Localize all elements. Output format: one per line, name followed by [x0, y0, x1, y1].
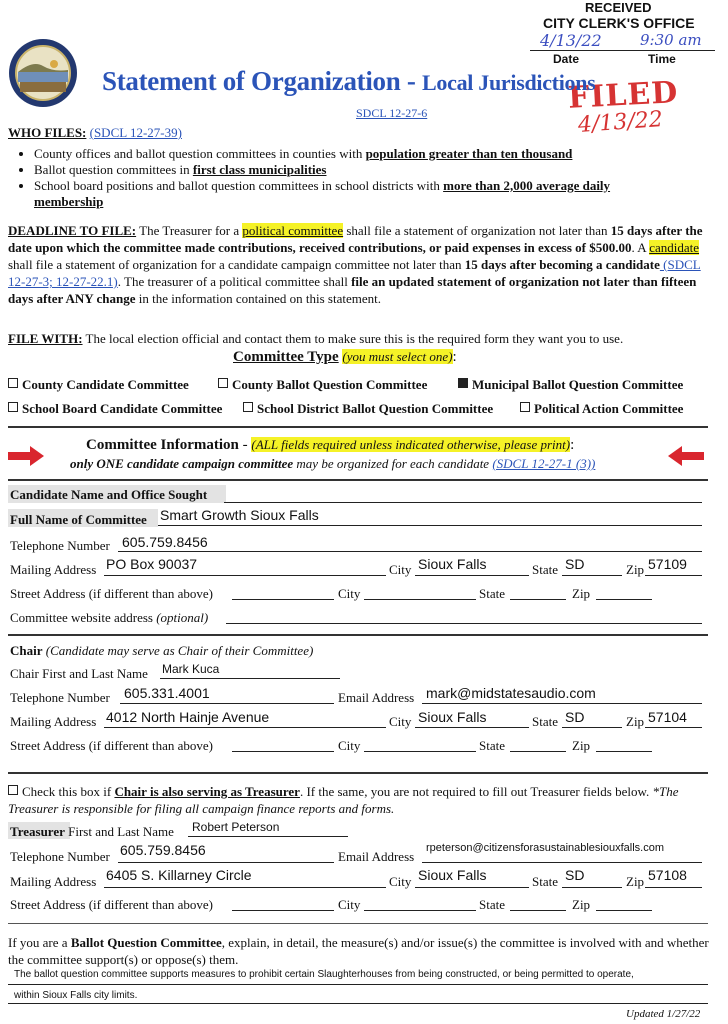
committee-state-label: State	[532, 562, 558, 577]
chair-mail-value[interactable]: 4012 North Hainje Avenue	[106, 709, 270, 725]
option-county-candidate[interactable]: County Candidate Committee	[8, 377, 189, 393]
treasurer-zip-value[interactable]: 57108	[648, 867, 687, 883]
treasurer-email-value[interactable]: rpeterson@citizensforasustainablesiouxfalls.com	[426, 842, 664, 854]
chair-zip-label: Zip	[626, 714, 645, 729]
chair-city-value[interactable]: Sioux Falls	[418, 709, 487, 725]
committee-info-subnote: only ONE candidate campaign committee may be organized for each candidate (SDCL 12-27-1 (3))	[70, 456, 596, 471]
committee-zip-label: Zip	[626, 562, 645, 577]
committee-city-value[interactable]: Sioux Falls	[418, 556, 487, 572]
committee-mail-value[interactable]: PO Box 90037	[106, 556, 198, 572]
treasurer-phone-label: Telephone Number	[10, 849, 110, 864]
committee-name-value[interactable]: Smart Growth Sioux Falls	[160, 507, 319, 523]
ballot-answer-field-2	[8, 1003, 708, 1004]
checkbox[interactable]	[8, 378, 18, 388]
stamp-line	[530, 50, 715, 51]
checkbox[interactable]	[243, 402, 253, 412]
committee-street-zip-label: Zip	[572, 586, 591, 601]
list-item: • School board positions and ballot question committees in school districts with more than 2,000 average daily membership	[34, 178, 654, 210]
treasurer-street-state-field[interactable]	[510, 910, 566, 911]
committee-name-label: Full Name of Committee	[10, 512, 147, 527]
chair-street-label: Street Address (if different than above)	[10, 738, 213, 753]
candidate-name-field[interactable]	[224, 502, 702, 503]
committee-zip-value[interactable]: 57109	[648, 556, 687, 572]
chair-email-label: Email Address	[338, 690, 415, 705]
received-stamp-office: CITY CLERK'S OFFICE	[543, 15, 695, 31]
treasurer-name-label: Treasurer First and Last Name	[10, 824, 174, 839]
chair-street-zip-label: Zip	[572, 738, 591, 753]
committee-state-field	[562, 575, 622, 576]
filed-stamp: FILED	[567, 75, 680, 116]
chair-mail-label: Mailing Address	[10, 714, 97, 729]
ballot-question-prompt: If you are a Ballot Question Committee, explain, in detail, the measure(s) and/or issue(s) the committee is involved with and whether the committee support(s) or oppose(s) them.	[8, 935, 709, 967]
checkbox[interactable]	[218, 378, 228, 388]
treasurer-street-city-field[interactable]	[364, 910, 476, 911]
page-title-main: Statement of Organization -	[102, 66, 423, 96]
treasurer-phone-value[interactable]: 605.759.8456	[120, 842, 206, 858]
chair-street-zip-field[interactable]	[596, 751, 652, 752]
chair-is-treasurer-checkbox[interactable]	[8, 785, 18, 795]
received-stamp-heading: RECEIVED	[585, 0, 652, 15]
committee-street-city-field[interactable]	[364, 599, 476, 600]
committee-type-heading: Committee Type (you must select one):	[233, 349, 457, 365]
option-political-action[interactable]: Political Action Committee	[520, 401, 683, 417]
chair-city-label: City	[389, 714, 412, 729]
who-files-header	[8, 125, 182, 141]
updated-date: Updated 1/27/22	[626, 1008, 701, 1020]
list-item: • Ballot question committees in first class municipalities	[34, 162, 714, 178]
option-school-board-candidate[interactable]: School Board Candidate Committee	[8, 401, 222, 417]
chair-zip-field	[645, 727, 702, 728]
chair-street-field[interactable]	[232, 751, 334, 752]
chair-heading: Chair (Candidate may serve as Chair of their Committee)	[10, 643, 314, 658]
chair-state-field	[562, 727, 622, 728]
stamp-time-label: Time	[648, 52, 676, 66]
who-files-ref[interactable]: (SDCL 12-27-39)	[89, 125, 182, 140]
treasurer-street-zip-field[interactable]	[596, 910, 652, 911]
page-title	[102, 66, 595, 97]
chair-street-city-label: City	[338, 738, 361, 753]
treasurer-state-field	[562, 887, 622, 888]
checkbox[interactable]	[520, 402, 530, 412]
chair-street-city-field[interactable]	[364, 751, 476, 752]
chair-zip-value[interactable]: 57104	[648, 709, 687, 725]
committee-city-label: City	[389, 562, 412, 577]
chair-name-label: Chair First and Last Name	[10, 666, 148, 681]
committee-info-heading: Committee Information - (ALL fields required unless indicated otherwise, please print):	[86, 437, 575, 453]
committee-city-field	[415, 575, 529, 576]
stamp-date-label: Date	[553, 52, 580, 66]
filed-date: 4/13/22	[577, 107, 664, 138]
page-title-small: Local Jurisdictions	[422, 70, 596, 95]
treasurer-state-label: State	[532, 874, 558, 889]
treasurer-name-field	[188, 836, 348, 837]
committee-mail-field	[104, 575, 386, 576]
treasurer-street-city-label: City	[338, 897, 361, 912]
treasurer-street-label: Street Address (if different than above)	[10, 897, 213, 912]
stamp-time-value: 9:30 am	[640, 31, 702, 49]
who-files-list	[12, 146, 714, 210]
treasurer-city-field	[415, 887, 529, 888]
committee-phone-label: Telephone Number	[10, 538, 110, 553]
divider	[8, 426, 708, 428]
ballot-answer-line-2[interactable]: within Sioux Falls city limits.	[14, 990, 138, 1001]
committee-street-state-label: State	[479, 586, 505, 601]
file-with-paragraph: FILE WITH: The local election official and contact them to make sure this is the required form they want you to use.	[8, 331, 624, 346]
treasurer-zip-field	[645, 887, 702, 888]
treasurer-street-zip-label: Zip	[572, 897, 591, 912]
divider	[8, 479, 708, 481]
committee-street-label: Street Address (if different than above)	[10, 586, 213, 601]
treasurer-street-field[interactable]	[232, 910, 334, 911]
chair-state-value[interactable]: SD	[565, 709, 585, 725]
treasurer-city-value[interactable]: Sioux Falls	[418, 867, 487, 883]
committee-phone-value[interactable]: 605.759.8456	[122, 534, 208, 550]
deadline-ref-link[interactable]: (SDCL 12-27-3; 12-27-22.1)	[8, 257, 701, 289]
treasurer-mail-value[interactable]: 6405 S. Killarney Circle	[106, 867, 252, 883]
list-item: • County offices and ballot question committees in counties with population greater than ten thousand	[34, 146, 714, 162]
political-committee-highlight: political committee	[242, 223, 344, 238]
chair-street-state-field[interactable]	[510, 751, 566, 752]
option-county-ballot[interactable]: County Ballot Question Committee	[218, 377, 427, 393]
committee-mail-label: Mailing Address	[10, 562, 97, 577]
chair-street-state-label: State	[479, 738, 505, 753]
committee-street-zip-field[interactable]	[596, 599, 652, 600]
ballot-answer-line-1[interactable]: The ballot question committee supports measures to prohibit certain Slaughterhouses from being constructed, or being permitted to operate,	[14, 969, 634, 980]
chair-email-field	[422, 703, 702, 704]
chair-name-value[interactable]: Mark Kuca	[162, 662, 220, 676]
treasurer-phone-field	[118, 862, 334, 863]
chair-email-value[interactable]: mark@midstatesaudio.com	[426, 685, 596, 701]
option-municipal-ballot[interactable]: Municipal Ballot Question Committee	[458, 377, 683, 393]
treasurer-mail-field	[104, 887, 386, 888]
left-arrow-icon	[8, 446, 44, 470]
chair-mail-field	[104, 727, 386, 728]
treasurer-city-label: City	[389, 874, 412, 889]
candidate-highlight: candidate	[649, 240, 700, 255]
treasurer-street-state-label: State	[479, 897, 505, 912]
chair-phone-label: Telephone Number	[10, 690, 110, 705]
divider	[8, 772, 708, 774]
stamp-date-value: 4/13/22	[540, 31, 602, 50]
committee-zip-field	[645, 575, 702, 576]
checkbox-checked[interactable]	[458, 378, 468, 388]
checkbox[interactable]	[8, 402, 18, 412]
treasurer-mail-label: Mailing Address	[10, 874, 97, 889]
chair-city-field	[415, 727, 529, 728]
divider	[8, 923, 708, 924]
candidate-name-label: Candidate Name and Office Sought	[10, 487, 208, 502]
chair-phone-value[interactable]: 605.331.4001	[124, 685, 210, 701]
committee-street-city-label: City	[338, 586, 361, 601]
treasurer-state-value[interactable]: SD	[565, 867, 585, 883]
treasurer-zip-label: Zip	[626, 874, 645, 889]
committee-street-field[interactable]	[232, 599, 334, 600]
option-school-district-ballot[interactable]: School District Ballot Question Committee	[243, 401, 493, 417]
committee-street-state-field[interactable]	[510, 599, 566, 600]
chair-phone-field	[120, 703, 334, 704]
treasurer-email-field	[422, 862, 702, 863]
ballot-answer-field-1	[8, 984, 708, 985]
who-files-label: WHO FILES:	[8, 125, 87, 140]
committee-state-value[interactable]: SD	[565, 556, 585, 572]
website-label: Committee website address (optional)	[10, 610, 209, 625]
statute-link[interactable]: SDCL 12-27-6	[356, 106, 428, 120]
committee-name-field	[158, 525, 702, 526]
state-seal-logo	[8, 38, 78, 108]
deadline-paragraph: DEADLINE TO FILE: The Treasurer for a political committee shall file a statement of organization not later than 15 days after the date upon which the committee made contributions, received contributions, or paid expenses in excess of $500.00. A candidate shall file a statement of organization for a candidate campaign committee not later than 15 days after becoming a candidate (SDCL 12-27-3; 12-27-22.1). The treasurer of a political committee shall file an updated statement of organization not later than fifteen days after ANY change in the information contained on this statement.	[8, 223, 703, 306]
treasurer-name-value[interactable]: Robert Peterson	[192, 820, 280, 834]
committee-phone-field	[118, 551, 702, 552]
chair-state-label: State	[532, 714, 558, 729]
right-arrow-icon	[668, 446, 704, 470]
divider	[8, 634, 708, 636]
chair-treasurer-note: Check this box if Chair is also serving as Treasurer. If the same, you are not required to fill out Treasurer fields below. *The Treasurer is responsible for filing all campaign finance reports and forms.	[8, 784, 679, 816]
treasurer-email-label: Email Address	[338, 849, 415, 864]
chair-name-field	[160, 678, 340, 679]
website-field[interactable]	[226, 623, 702, 624]
